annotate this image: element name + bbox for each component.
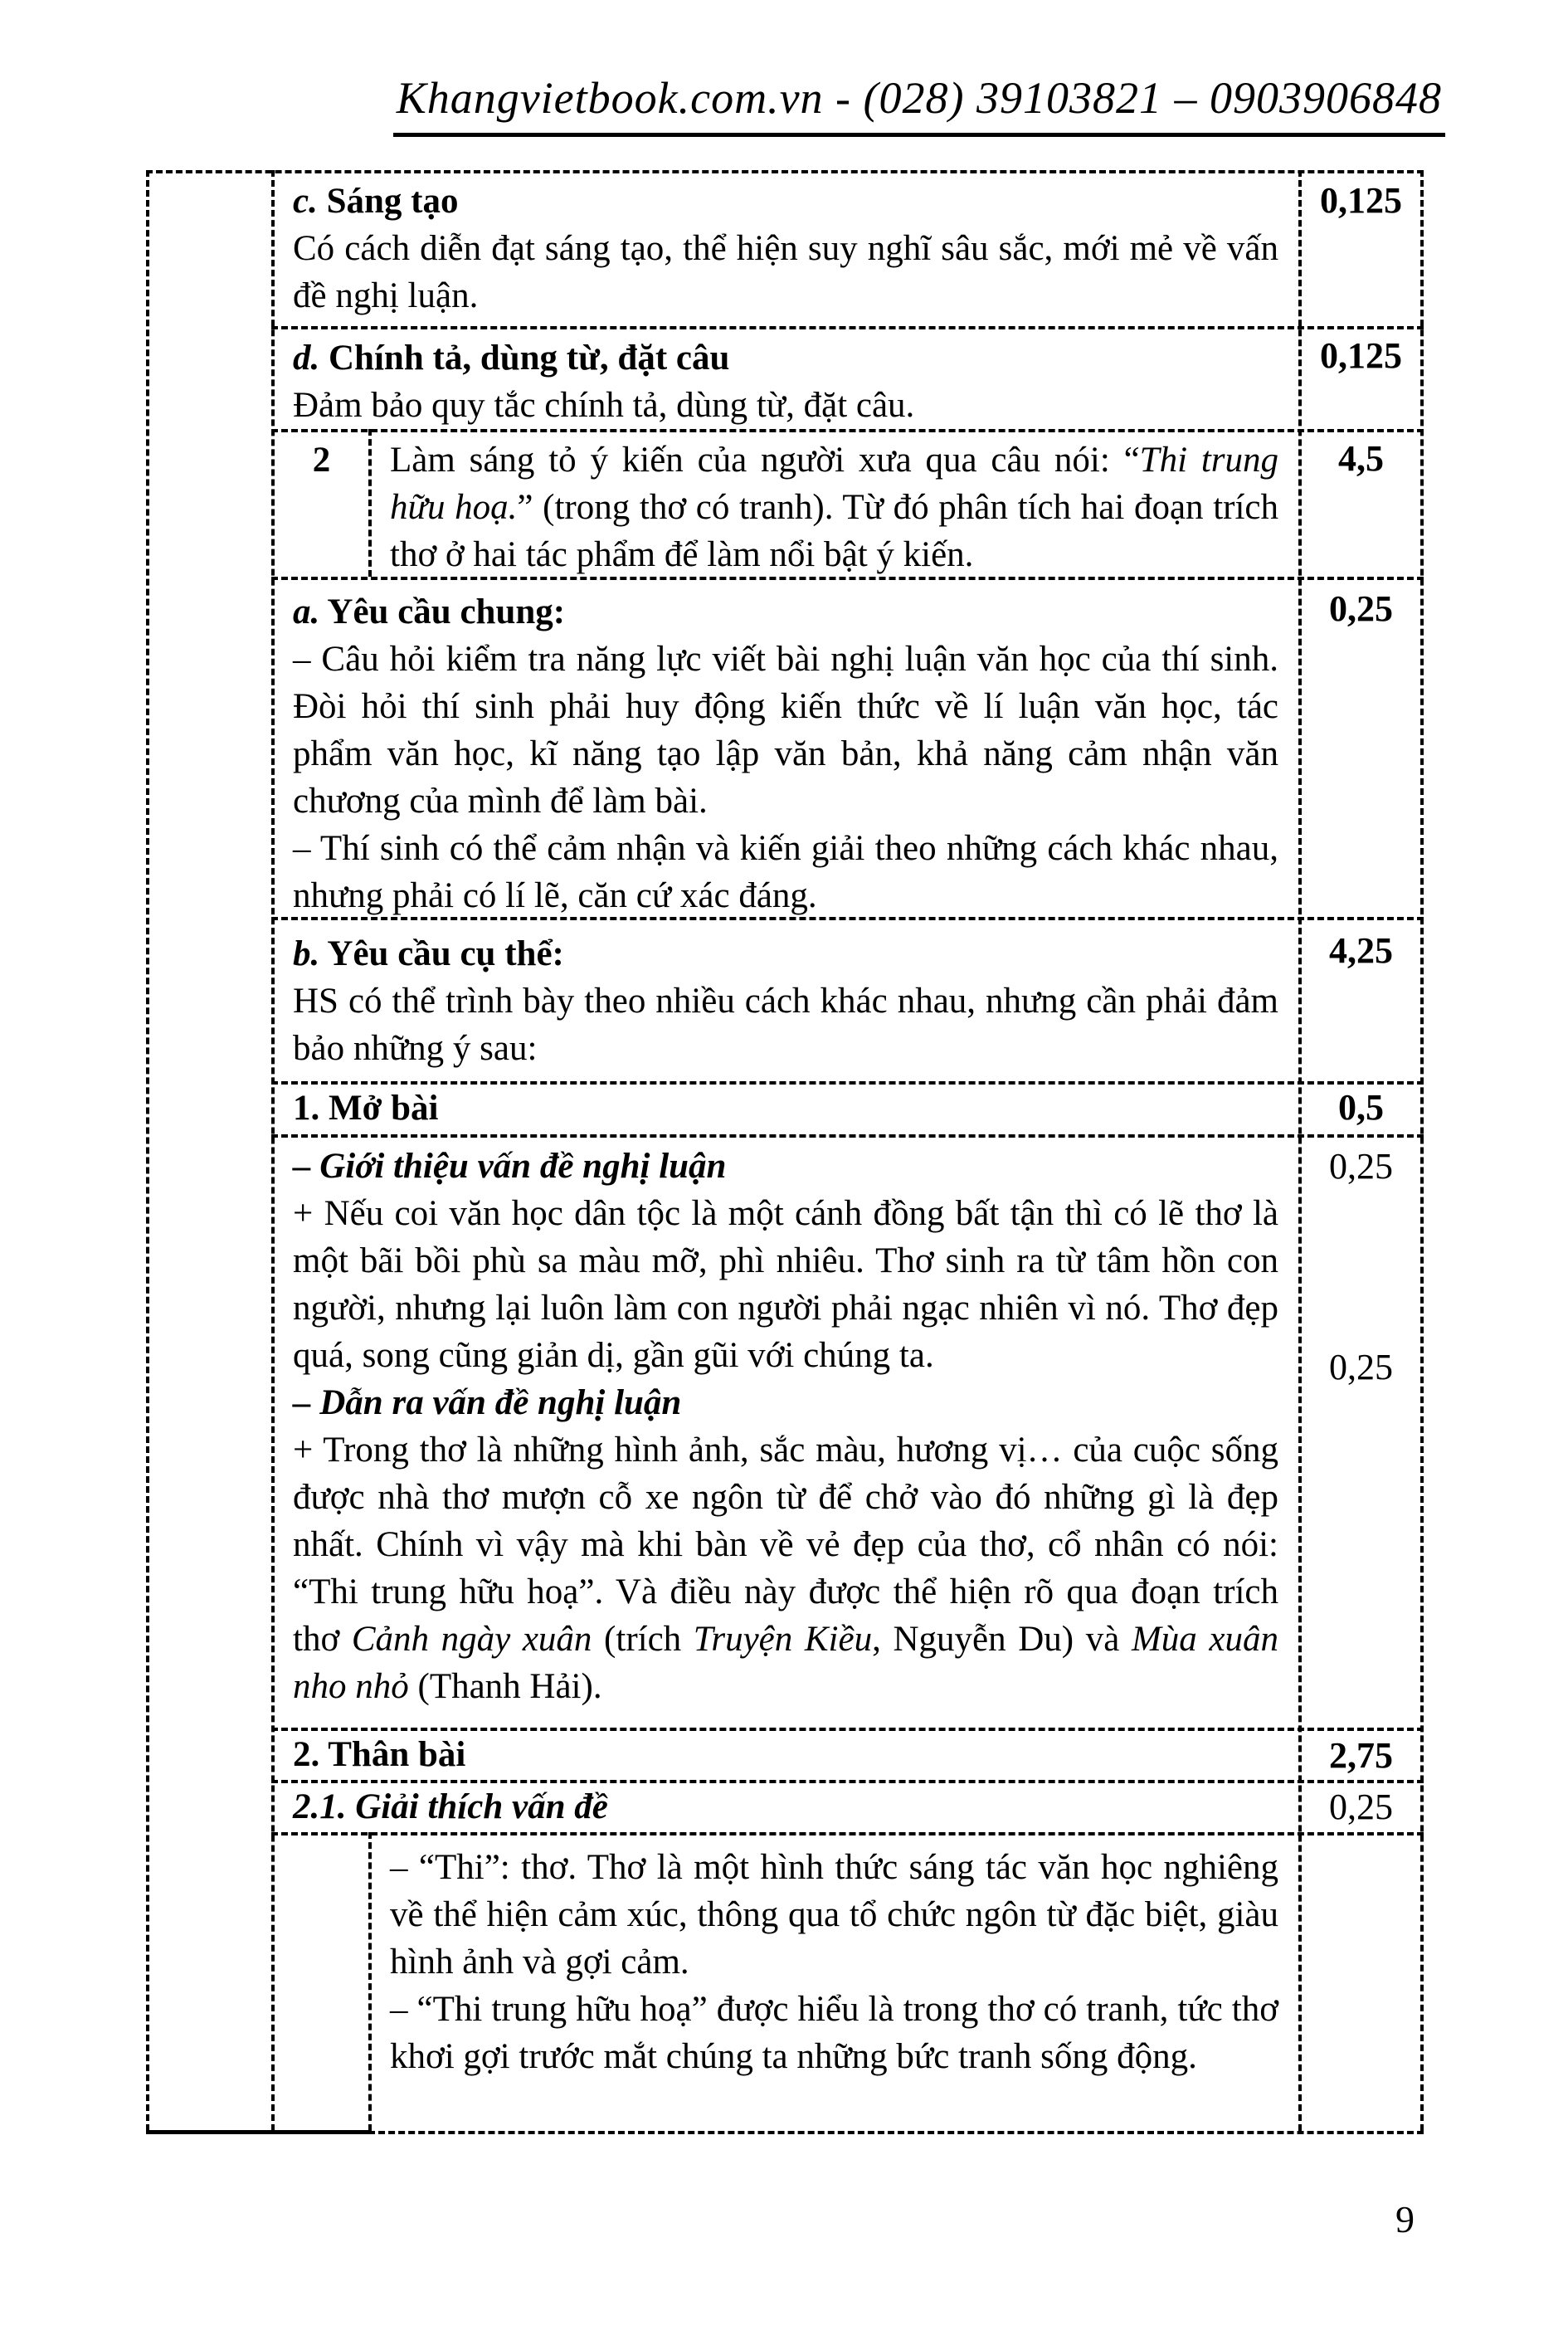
score-general-requirements: 0,25 [1329,588,1393,629]
specific-requirements-p1: HS có thể trình bày theo nhiều cách khác nhau, nhưng cần phải đảm bảo những ý sau: [293,982,1278,1068]
score-opening-section: 0,5 [1338,1087,1384,1128]
table-row-general-requirements [275,577,1298,917]
row-spelling-body: Đảm bảo quy tắc chính tả, dùng từ, đặt câu. [293,386,915,425]
opening-intro-paragraph: + Nếu coi văn học dân tộc là một cánh đồng bất tận thì có lẽ thơ là một bãi bồi phù sa màu mỡ, phì nhiêu. Thơ sinh ra từ tâm hồn con người, nhưng lại luôn làm con người phải ngạc nhiên vì nó. Thơ đẹp quá, song cũng giản dị, gần gũi với chúng ta. [293,1194,1278,1375]
table-row-opening-section: 1. Mở bài [293,1089,439,1128]
table-row-explanation [372,1832,1298,2131]
table-border-bottom [368,2131,1424,2134]
table-border-right [1420,170,1424,2131]
table-row-creativity [275,170,1298,326]
score-question-2: 4,5 [1338,438,1384,479]
opening-intro-heading: – Giới thiệu vấn đề nghị luận [293,1147,727,1186]
table-row-opening-detail [275,1134,1298,1728]
table-row-spelling [275,326,1298,429]
question-2-prompt [372,429,1298,577]
score-opening-lead: 0,25 [1329,1347,1393,1387]
general-requirements-p1: – Câu hỏi kiểm tra năng lực viết bài nghị luận văn học của thí sinh. Đòi hỏi thí sinh phải huy động kiến thức về lí luận văn học, tác phẩm văn học, kĩ năng tạo lập văn bản, khả năng cảm nhận văn chương của mình để làm bài. [293,640,1278,821]
opening-lead-heading: – Dẫn ra vấn đề nghị luận [293,1383,682,1422]
score-opening-intro: 0,25 [1329,1146,1393,1187]
row-spelling-title: d. Chính tả, dùng từ, đặt câu [293,339,730,378]
explanation-p1: – “Thi”: thơ. Thơ là một hình thức sáng tác văn học nghiêng về thể hiện cảm xúc, thông qua tổ chức ngôn từ đặc biệt, giàu hình ảnh và gợi cảm. [390,1848,1278,1982]
score-creativity: 0,125 [1320,180,1402,221]
general-requirements-p2: – Thí sinh có thể cảm nhận và kiến giải theo những cách khác nhau, nhưng phải có lí lẽ, căn cứ xác đáng. [293,829,1278,915]
score-spelling: 0,125 [1320,335,1402,376]
specific-requirements-title: b. Yêu cầu cụ thể: [293,934,564,973]
score-explain-section: 0,25 [1329,1787,1393,1827]
question-number-column-empty [149,170,271,2131]
table-row-specific-requirements [275,917,1298,1081]
explanation-p2: – “Thi trung hữu hoạ” được hiểu là trong thơ có tranh, tức thơ khơi gợi trước mắt chúng ta những bức tranh sống động. [390,1990,1278,2076]
opening-lead-paragraph: + Trong thơ là những hình ảnh, sắc màu, hương vị… của cuộc sống được nhà thơ mượn cỗ xe ngôn từ để chở vào đó những gì là đẹp nhất. Chính vì vậy mà khi bàn về vẻ đẹp của thơ, cổ nhân có nói: “Thi trung hữu hoạ”. Và điều này được thể hiện rõ qua đoạn trích thơ Cảnh ngày xuân (trích Truyện Kiều, Nguyễn Du) và Mùa xuân nho nhỏ (Thanh Hải). [293,1431,1278,1706]
row-creativity-body: Có cách diễn đạt sáng tạo, thể hiện suy nghĩ sâu sắc, mới mẻ về vấn đề nghị luận. [293,229,1278,315]
question-2-prompt-text: Làm sáng tỏ ý kiến của người xưa qua câu nói: “Thi trung hữu hoạ.” (trong thơ có tranh). Từ đó phân tích hai đoạn trích thơ ở hai tác phẩm để làm nổi bật ý kiến. [390,441,1279,574]
question-2-number: 2 [312,441,331,480]
row-creativity-title: c. Sáng tạo [293,182,459,221]
table-row-explain-section: 2.1. Giải thích vấn đề [293,1787,608,1826]
table-row-body-section: 2. Thân bài [293,1735,466,1774]
header-brand-line: Khangvietbook.com.vn - (028) 39103821 – 0903906848 [393,71,1445,137]
general-requirements-title: a. Yêu cầu chung: [293,592,566,631]
score-body-section: 2,75 [1329,1735,1393,1776]
page-number: 9 [1395,2198,1415,2240]
score-specific-requirements: 4,25 [1329,930,1393,971]
